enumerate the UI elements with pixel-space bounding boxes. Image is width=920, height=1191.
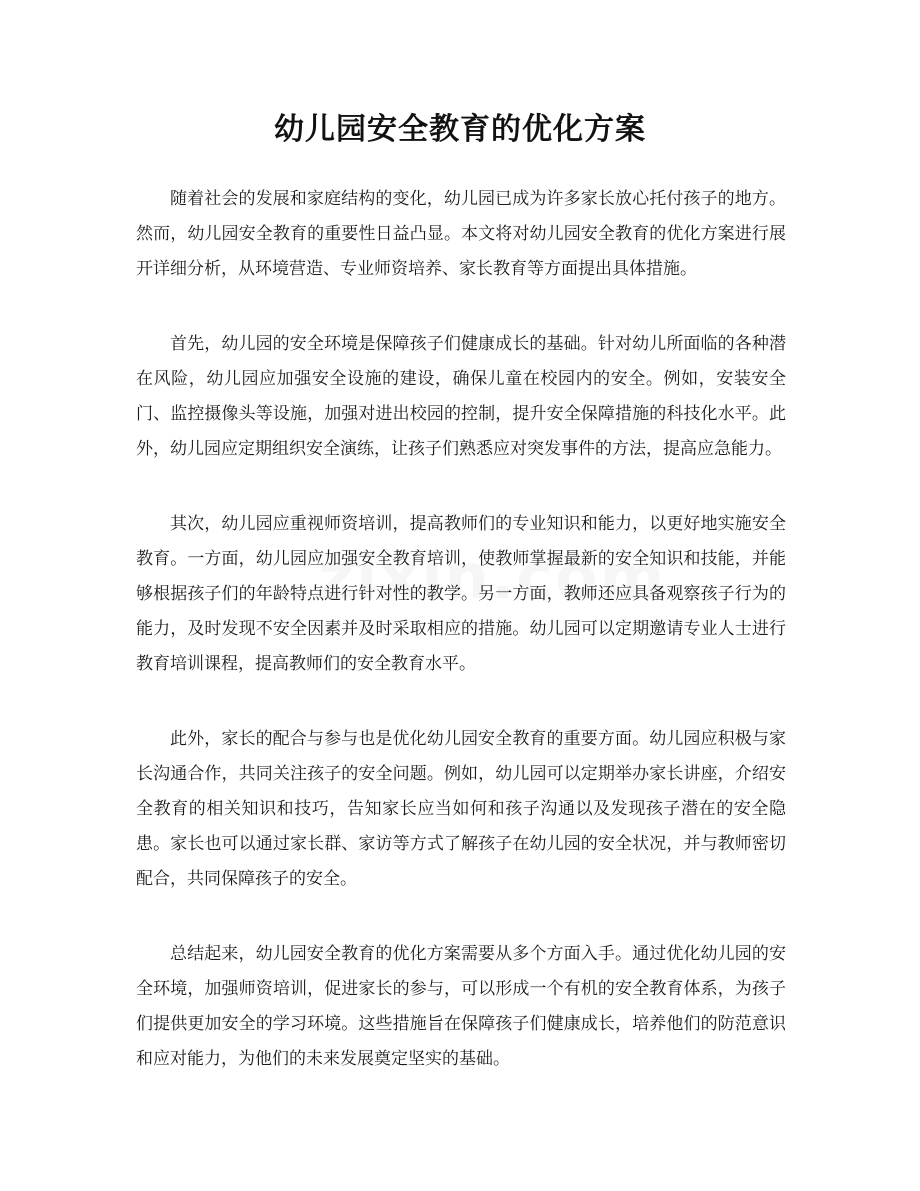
paragraph-conclusion: 总结起来，幼儿园安全教育的优化方案需要从多个方面入手。通过优化幼儿园的安全环境，加强师资培训，促进家长的参与，可以形成一个有机的安全教育体系，为孩子们提供更加安全的学习环境。这些措施旨在保障孩子们健康成长，培养他们的防范意识和应对能力，为他们的未来发展奠定坚实的基础。 <box>136 944 786 1069</box>
document-body <box>136 182 786 1077</box>
paragraph-parent-participation: 此外，家长的配合与参与也是优化幼儿园安全教育的重要方面。幼儿园应积极与家长沟通合作，共同关注孩子的安全问题。例如，幼儿园可以定期举办家长讲座，介绍安全教育的相关知识和技巧，告知家长应当如何和孩子沟通以及发现孩子潜在的安全隐患。家长也可以通过家长群、家访等方式了解孩子在幼儿园的安全状况，并与教师密切配合，共同保障孩子的安全。 <box>136 729 786 889</box>
paragraph-environment: 首先，幼儿园的安全环境是保障孩子们健康成长的基础。针对幼儿所面临的各种潜在风险，幼儿园应加强安全设施的建设，确保儿童在校园内的安全。例如，安装安全门、监控摄像头等设施，加强对进出校园的控制，提升安全保障措施的科技化水平。此外，幼儿园应定期组织安全演练，让孩子们熟悉应对突发事件的方法，提高应急能力。 <box>136 334 786 459</box>
paragraph-teacher-training: 其次，幼儿园应重视师资培训，提高教师们的专业知识和能力，以更好地实施安全教育。一方面，幼儿园应加强安全教育培训，使教师掌握最新的安全知识和技能，并能够根据孩子们的年龄特点进行针对性的教学。另一方面，教师还应具备观察孩子行为的能力，及时发现不安全因素并及时采取相应的措施。幼儿园可以定期邀请专业人士进行教育培训课程，提高教师们的安全教育水平。 <box>136 514 786 674</box>
paragraph-intro: 随着社会的发展和家庭结构的变化，幼儿园已成为许多家长放心托付孩子的地方。然而，幼儿园安全教育的重要性日益凸显。本文将对幼儿园安全教育的优化方案进行展开详细分析，从环境营造、专业师资培养、家长教育等方面提出具体措施。 <box>136 189 786 279</box>
document-title: 幼儿园安全教育的优化方案 <box>274 112 646 147</box>
